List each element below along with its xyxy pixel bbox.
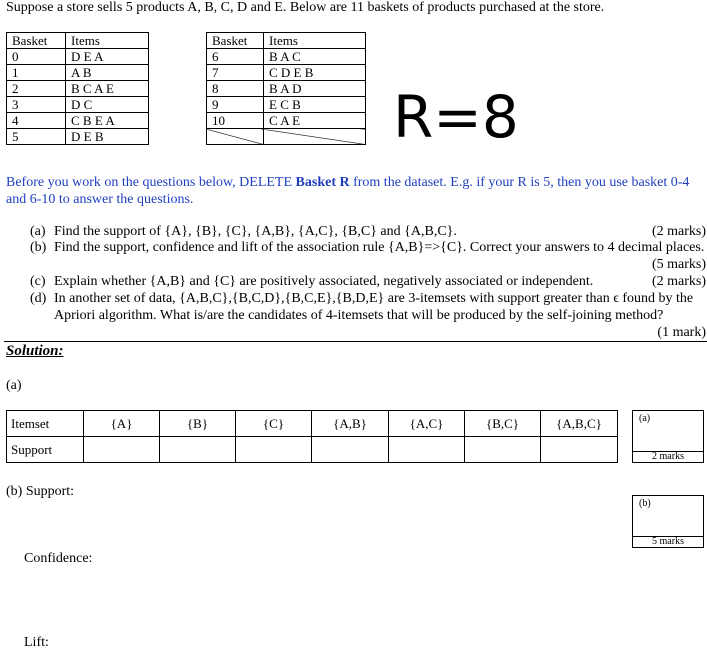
basket-table-left	[6, 32, 149, 145]
basket-items: B A C	[264, 49, 366, 65]
question-marks: (1 mark)	[657, 325, 706, 340]
empty-cell	[207, 129, 264, 145]
mark-box-marks: 2 marks	[633, 451, 703, 462]
basket-id: 2	[7, 81, 66, 97]
question-marks: (2 marks)	[651, 274, 706, 289]
basket-items: B A D	[264, 81, 366, 97]
basket-id: 5	[7, 129, 66, 145]
support-answer-cell[interactable]	[160, 437, 236, 463]
basket-table-right	[206, 32, 366, 145]
basket-items: C D E B	[264, 65, 366, 81]
header-items: Items	[66, 33, 149, 49]
question-b	[30, 240, 706, 274]
basket-items: D E A	[66, 49, 149, 65]
mark-box-tag: (a)	[639, 413, 651, 424]
basket-id: 3	[7, 97, 66, 113]
mark-box-a	[632, 410, 704, 463]
basket-id: 9	[207, 97, 264, 113]
support-header: Support	[7, 437, 84, 463]
question-marks: (5 marks)	[651, 257, 706, 272]
question-text: Find the support of {A}, {B}, {C}, {A,B}, {A,C}, {B,C} and {A,B,C}.	[54, 224, 457, 239]
part-a-label: (a)	[6, 378, 22, 393]
question-text: Explain whether {A,B} and {C} are positively associated, negatively associated or independent.	[54, 274, 594, 289]
question-text: In another set of data, {A,B,C},{B,C,D},{B,C,E},{B,D,E} are 3-itemsets with support greater than ϵ found by the Apriori algorithm. What is/are the candidates of 4-itemsets that will be produced by the self-joining method?	[54, 291, 694, 323]
basket-items: E C B	[264, 97, 366, 113]
empty-cell	[264, 129, 366, 145]
question-marks: (2 marks)	[651, 224, 706, 239]
support-answer-cell[interactable]	[389, 437, 465, 463]
solution-title: Solution:	[6, 343, 64, 359]
itemset-cell: {B,C}	[465, 411, 541, 437]
question-text: Find the support, confidence and lift of the association rule {A,B}=>{C}. Correct your answers to 4 decimal places.	[54, 240, 705, 255]
note-bold: Basket R	[295, 175, 350, 190]
question-label: (d)	[30, 291, 47, 306]
support-answer-cell[interactable]	[84, 437, 160, 463]
intro-text: Suppose a store sells 5 products A, B, C, D and E. Below are 11 baskets of products purchased at the store.	[6, 0, 605, 15]
basket-items: D E B	[66, 129, 149, 145]
itemset-cell: {A}	[84, 411, 160, 437]
itemset-cell: {C}	[236, 411, 312, 437]
basket-id: 0	[7, 49, 66, 65]
basket-items: C A E	[264, 113, 366, 129]
divider	[4, 341, 707, 342]
question-d	[30, 291, 706, 341]
mark-box-tag: (b)	[639, 498, 651, 509]
question-label: (a)	[30, 224, 46, 239]
itemset-cell: {A,B,C}	[541, 411, 618, 437]
header-items: Items	[264, 33, 366, 49]
lift-label: Lift:	[24, 635, 49, 650]
question-label: (b)	[30, 240, 47, 255]
itemset-cell: {A,C}	[389, 411, 465, 437]
question-a	[30, 224, 706, 241]
basket-items: A B	[66, 65, 149, 81]
note-post: from the dataset. E.g. if your R is 5, then you use basket 0-4 and 6-10 to answer the questions.	[6, 175, 690, 207]
note-pre: Before you work on the questions below, DELETE	[6, 175, 296, 190]
part-b-label: (b) Support:	[6, 484, 75, 499]
basket-id: 10	[207, 113, 264, 129]
confidence-label: Confidence:	[24, 551, 93, 566]
support-answer-cell[interactable]	[312, 437, 389, 463]
support-table	[6, 410, 618, 463]
question-c	[30, 274, 706, 291]
basket-items: D C	[66, 97, 149, 113]
support-answer-cell[interactable]	[541, 437, 618, 463]
instruction-note	[6, 174, 706, 208]
basket-id: 7	[207, 65, 264, 81]
r-value: R=8	[393, 83, 519, 151]
basket-items: B C A E	[66, 81, 149, 97]
itemset-header: Itemset	[7, 411, 84, 437]
header-basket: Basket	[207, 33, 264, 49]
mark-box-marks: 5 marks	[633, 536, 703, 547]
basket-id: 8	[207, 81, 264, 97]
mark-box-b	[632, 495, 704, 548]
basket-id: 1	[7, 65, 66, 81]
itemset-cell: {A,B}	[312, 411, 389, 437]
question-label: (c)	[30, 274, 46, 289]
basket-items: C B E A	[66, 113, 149, 129]
basket-id: 4	[7, 113, 66, 129]
header-basket: Basket	[7, 33, 66, 49]
basket-id: 6	[207, 49, 264, 65]
support-answer-cell[interactable]	[236, 437, 312, 463]
itemset-cell: {B}	[160, 411, 236, 437]
support-answer-cell[interactable]	[465, 437, 541, 463]
